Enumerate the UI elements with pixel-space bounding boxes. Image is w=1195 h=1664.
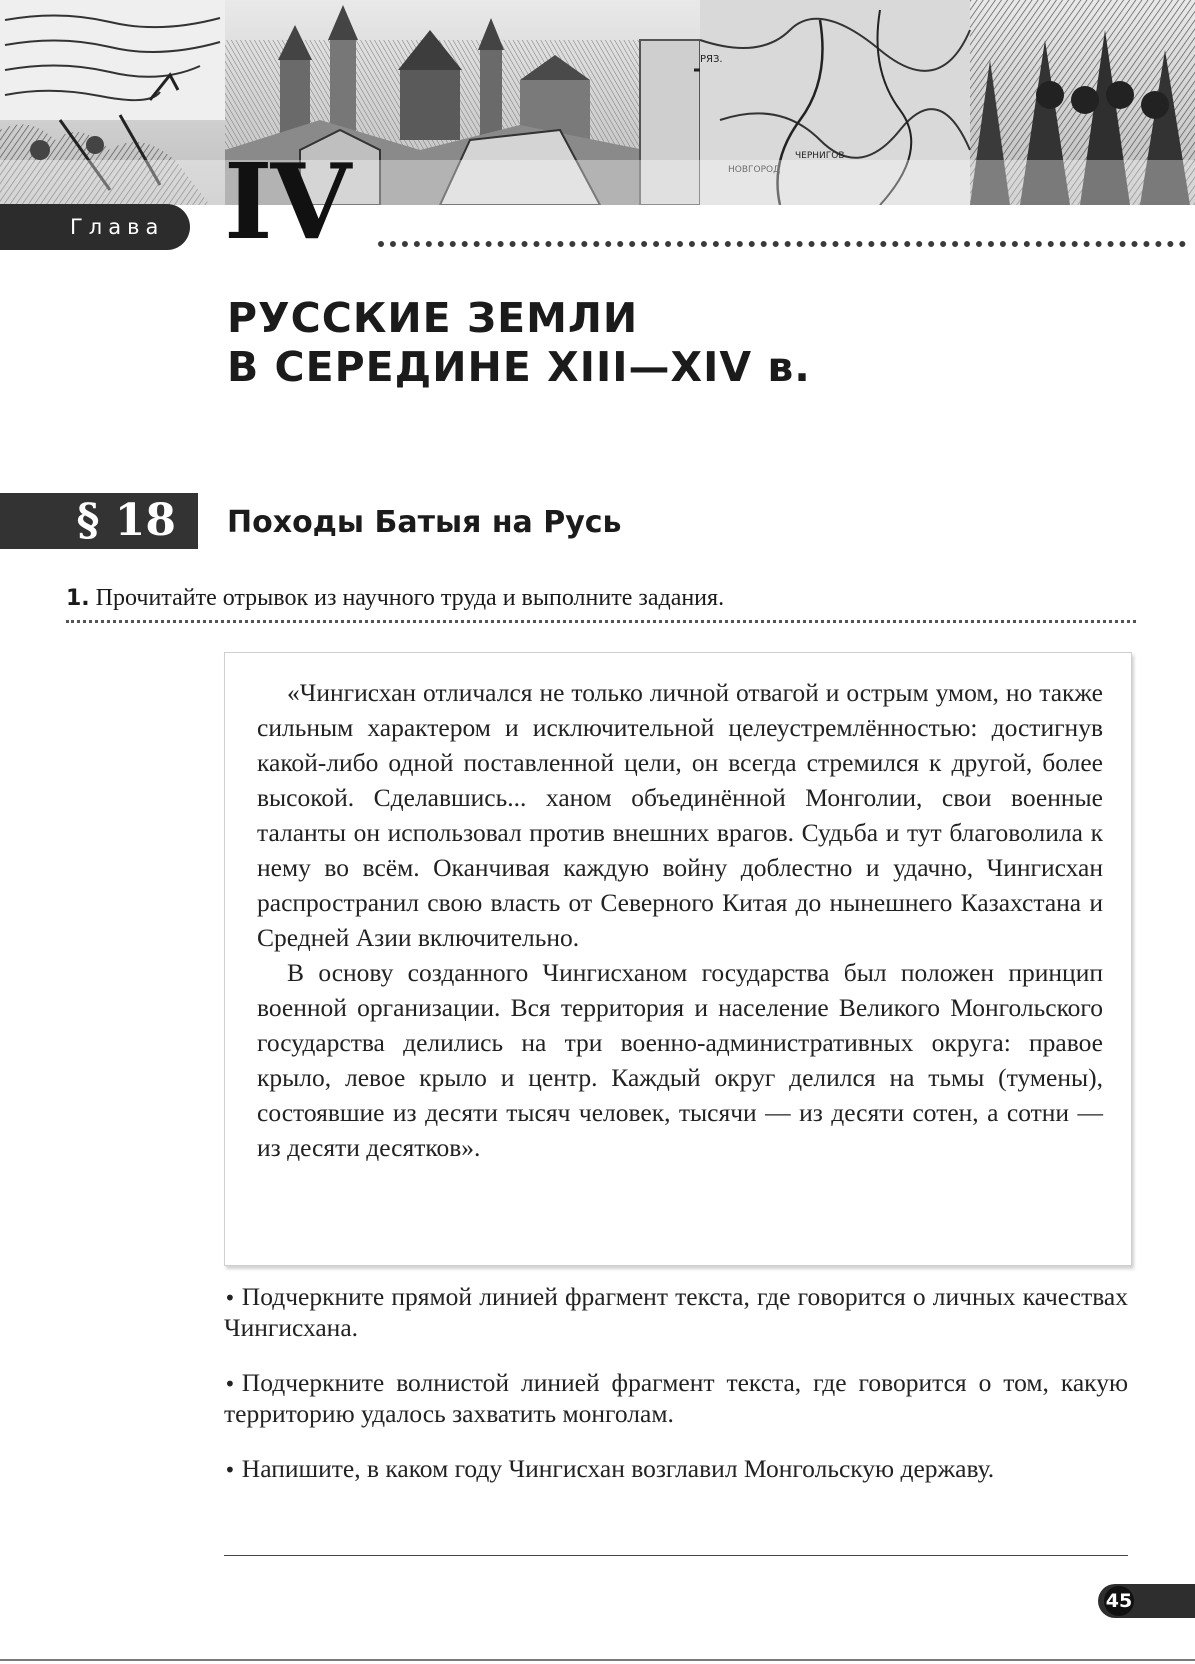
task-number: 1. (66, 586, 90, 611)
chapter-title-line-2: В СЕРЕДИНЕ XIII—XIV в. (227, 343, 811, 391)
bullet-text-3: Напишите, в каком году Чингисхан возглавил Монгольскую державу. (241, 1454, 995, 1483)
chapter-label-badge (0, 204, 190, 250)
page-number: 45 (1104, 1586, 1134, 1616)
chapter-label: Глава (70, 215, 165, 239)
header-illustration (0, 0, 1195, 205)
section-number-badge (0, 493, 198, 549)
task-instruction (66, 584, 724, 613)
map-label-2: НОВГОРОД (728, 165, 781, 175)
page-bottom-rule (0, 1659, 1195, 1661)
quote-paragraph-2: В основу созданного Чингисханом государства был положен принцип военной организации. Вся территория и население Великого Монгольского государства делились на три военно-административных округа: правое крыло, левое крыло и центр. Каждый округ делился на тьмы (тумены), состоявшие из десяти тысяч человек, тысячи — из десяти сотен, а сотни — из десяти десятков». (257, 958, 1103, 1162)
quote-box (224, 652, 1132, 1266)
map-label-3: ЧЕРНИГОВ (795, 151, 845, 161)
bullet-icon: • (224, 1458, 236, 1482)
chapter-dotted-rule (378, 241, 1186, 247)
bullet-item (224, 1282, 1128, 1342)
bullet-item (224, 1454, 1128, 1485)
quote-paragraph-1: «Чингисхан отличался не только личной отвагой и острым умом, но также сильным характером и исключительной целеустремлённостью: достигнув какой-либо одной поставленной цели, он всегда стремился к другой, более высокой. Сделавшись... ханом объединённой Монголии, свои военные таланты он использовал против внешних врагов. Судьба и тут благоволила к нему во всём. Оканчивая каждую войну доблестно и удачно, Чингисхан распространил свою власть от Северного Китая до нынешнего Казахстана и Средней Азии включительно. (257, 678, 1103, 952)
bullet-item (224, 1368, 1128, 1428)
bullet-icon: • (224, 1286, 236, 1310)
section-title: Походы Батыя на Русь (227, 505, 622, 540)
chapter-title-line-1: РУССКИЕ ЗЕМЛИ (227, 294, 639, 342)
page-number-tab (1098, 1584, 1195, 1618)
section-number: § 18 (76, 495, 176, 546)
manuscript-fragment (0, 0, 225, 120)
chapter-numeral: IV (224, 140, 350, 263)
map-label-1: РЯЗ. (700, 54, 723, 65)
bullet-text-2: Подчеркните волнистой линией фрагмент текста, где говорится о том, какую территорию удалось захватить монголам. (224, 1368, 1128, 1428)
header-illustration-drawing (0, 0, 1195, 205)
task-bullets (224, 1282, 1128, 1511)
bullet-text-1: Подчеркните прямой линией фрагмент текста, где говорится о личных качествах Чингисхана. (224, 1282, 1128, 1342)
task-dotted-rule (66, 620, 1136, 623)
answer-line[interactable] (224, 1555, 1128, 1556)
task-text: Прочитайте отрывок из научного труда и выполните задания. (95, 585, 725, 611)
chapter-title (227, 294, 811, 392)
bullet-icon: • (224, 1372, 236, 1396)
